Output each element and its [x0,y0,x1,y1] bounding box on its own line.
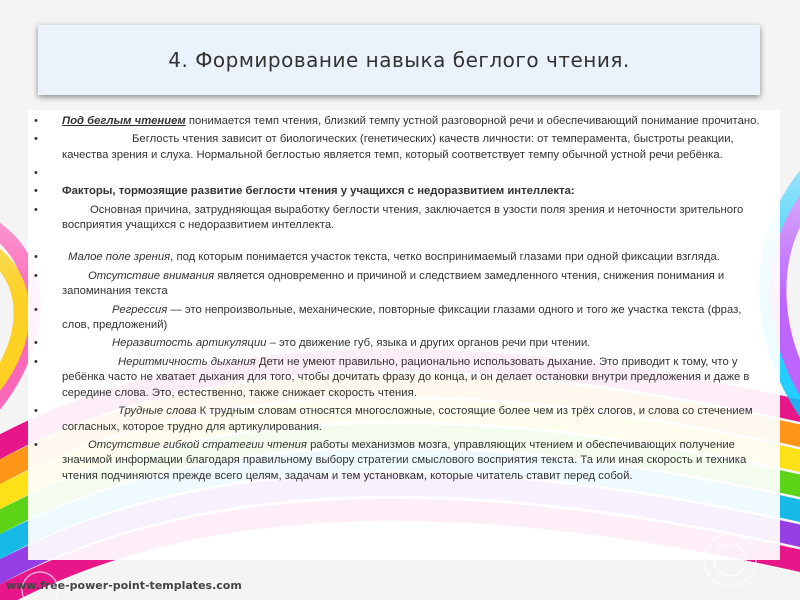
hard-words-term: Трудные слова [118,405,197,418]
bullet-icon: • [34,269,38,282]
bullet-icon: • [34,337,38,350]
list-item-no-attention [32,269,772,300]
list-item-breathing [32,355,772,401]
articulation-text: – это движение губ, языка и других органов речи при чтении. [266,337,591,350]
bullet-icon: • [34,438,38,451]
no-attention-text: является одновременно и причиной и следствием замедленного чтения, снижения понимания и запоминания текста [62,269,725,298]
small-field-term: Малое поле зрения [68,251,171,264]
definition-text: понимается темп чтения, близкий темпу устной разговорной речи и обеспечивающий понимание прочитано. [185,115,760,127]
slide-title-box [38,25,760,95]
bullet-icon: • [34,251,38,264]
strategy-text: работы механизмов мозга, управляющих чтением и обеспечивающих получение значимой информации благодаря правильному выбору стратегии смыслового восприятия текста. Та или иная скорость и техника чтения подчиняются прежде всего целям, задачам и тем установкам, которые читатель ставит перед собой. [62,438,747,482]
bullet-icon: • [34,355,38,368]
list-item-definition [32,114,772,129]
regression-text: — это непроизвольные, механические, повторные фиксации глазами одного и того же участка текста (фраз, слов, предложений) [62,303,742,332]
list-item-empty [32,166,772,181]
strategy-term: Отсутствие гибкой стратегии чтения [88,438,307,451]
bullet-icon: • [34,133,38,146]
bullet-icon: • [34,405,38,418]
breathing-term: Неритмичность дыхания [118,355,256,368]
list-item-articulation [32,336,772,351]
slide-title: 4. Формирование навыка беглого чтения. [168,48,630,72]
bullet-icon: • [34,115,38,127]
list-item-fluency [32,132,772,163]
list-item-strategy [32,438,772,484]
hard-words-text: К трудным словам относятся многосложные, состоящие более чем из трёх слогов, и слова со стечением согласных, которое трудно для артикулирования. [62,405,753,433]
content-box [28,110,780,560]
regression-term: Регрессия [112,303,168,316]
bullet-icon: • [34,185,38,198]
list-item-small-field [32,250,772,265]
articulation-term: Неразвитость артикуляции [112,337,267,350]
definition-term: Под беглым чтением [62,115,186,127]
factors-heading: Факторы, тормозящие развитие беглости чтения у учащихся с недоразвитием интеллекта: [62,185,575,198]
small-field-text: , под которым понимается участок текста, четко воспринимаемый глазами при одной фиксации взгляда. [170,251,720,264]
no-attention-term: Отсутствие внимания [88,269,215,282]
list-item-hard-words [32,404,772,435]
bullet-icon: • [34,303,38,316]
breathing-text: Дети не умеют правильно, рационально использовать дыхание. Это приводит к тому, что у ребёнка часто не хватает дыхания для того, чтобы дочитать фразу до конца, и он делает остановки внутри предложения и даже в середине слова. Это, естественно, также снижает скорость чтения. [62,355,750,399]
main-cause-text: Основная причина, затрудняющая выработку беглости чтения, заключается в узости поля зрения и неточности зрительного восприятия учащихся с недоразвитием интеллекта. [62,203,744,232]
footer-url: www.free-power-point-templates.com [6,579,242,592]
list-item-factors-heading [32,184,772,199]
bullet-icon: • [34,203,38,216]
bullet-list [32,114,772,484]
bullet-icon: • [34,167,38,180]
fluency-text: Беглость чтения зависит от биологических (генетических) качеств личности: от темперамента, быстроты реакции, качества зрения и слуха. Нормальной беглостью является темп, который соответствует темпу обычной устной речи ребёнка. [62,133,734,161]
list-item-regression [32,303,772,334]
list-item-main-cause [32,203,772,234]
